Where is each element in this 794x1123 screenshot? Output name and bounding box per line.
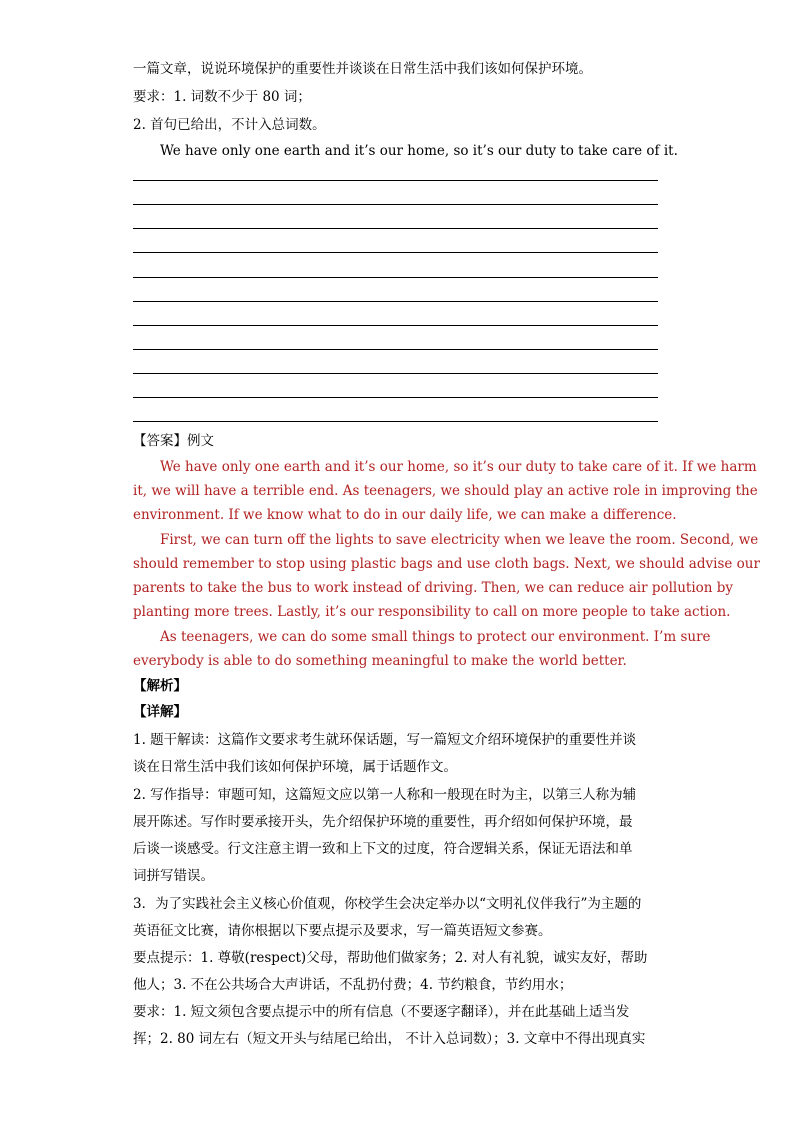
question-3-line: 英语征文比赛，请你根据以下要点提示及要求，写一篇英语短文参赛。 (133, 923, 552, 939)
task-intro: 一篇文章，说说环境保护的重要性并谈谈在日常生活中我们该如何保护环境。 (133, 61, 592, 77)
analysis-line: 1. 题干解读：这篇作文要求考生就环保话题，写一篇短文介绍环境保护的重要性并谈 (133, 732, 637, 748)
writing-line (133, 397, 658, 398)
writing-line (133, 277, 658, 278)
answer-line: environment. If we know what to do in our daily life, we can make a difference. (133, 507, 677, 523)
given-first-sentence: We have only one earth and it’s our home, so it’s our duty to take care of it. (160, 143, 678, 159)
analysis-line: 后谈一谈感受。行文注意主谓一致和上下文的过度，符合逻辑关系，保证无语法和单 (133, 841, 633, 857)
writing-line (133, 252, 658, 253)
writing-line (133, 228, 658, 229)
answer-line: We have only one earth and it’s our home, so it’s our duty to take care of it. If we harm (160, 459, 757, 475)
writing-line (133, 421, 658, 422)
answer-line: As teenagers, we can do some small things to protect our environment. I’m sure (160, 629, 711, 645)
answer-heading: 【答案】例文 (133, 433, 214, 449)
answer-line: planting more trees. Lastly, it’s our responsibility to call on more people to take action. (133, 604, 731, 620)
analysis-line: 谈在日常生活中我们该如何保护环境，属于话题作文。 (133, 759, 457, 775)
analysis-line: 展开陈述。写作时要承接开头，先介绍保护环境的重要性，再介绍如何保护环境，最 (133, 814, 633, 830)
question-3-line: 要求：1. 短文须包含要点提示中的所有信息（不要逐字翻译），并在此基础上适当发 (133, 1004, 630, 1020)
writing-line (133, 204, 658, 205)
question-3-line: 他人；3. 不在公共场合大声讲话，不乱扔付费；4. 节约粮食，节约用水； (133, 977, 573, 993)
writing-line (133, 301, 658, 302)
answer-line: should remember to stop using plastic bags and use cloth bags. Next, we should advise our (133, 556, 760, 572)
answer-line: it, we will have a terrible end. As teenagers, we should play an active role in improving the (133, 483, 758, 499)
answer-line: everybody is able to do something meaningful to make the world better. (133, 653, 627, 669)
writing-line (133, 349, 658, 350)
writing-line (133, 180, 658, 181)
analysis-line: 2. 写作指导：审题可知，这篇短文应以第一人称和一般现在时为主，以第三人称为辅 (133, 787, 637, 803)
analysis-line: 词拼写错误。 (133, 868, 214, 884)
answer-line: parents to take the bus to work instead of driving. Then, we can reduce air pollution by (133, 580, 734, 596)
question-3-line: 3．为了实践社会主义核心价值观，你校学生会决定举办以“文明礼仪伴我行”为主题的 (133, 896, 642, 912)
writing-line (133, 373, 658, 374)
writing-line (133, 325, 658, 326)
question-3-line: 要点提示：1. 尊敬(respect)父母，帮助他们做家务；2. 对人有礼貌，诚实友好，帮助 (133, 950, 648, 966)
answer-line: First, we can turn off the lights to save electricity when we leave the room. Second, we (160, 532, 759, 548)
requirement-1: 要求：1. 词数不少于 80 词； (133, 89, 311, 105)
question-3-line: 挥；2. 80 词左右（短文开头与结尾已给出， 不计入总词数）；3. 文章中不得出现真实 (133, 1031, 646, 1047)
analysis-heading: 【解析】 (133, 678, 187, 694)
detail-heading: 【详解】 (133, 704, 187, 720)
requirement-2: 2. 首句已给出，不计入总词数。 (133, 117, 326, 133)
